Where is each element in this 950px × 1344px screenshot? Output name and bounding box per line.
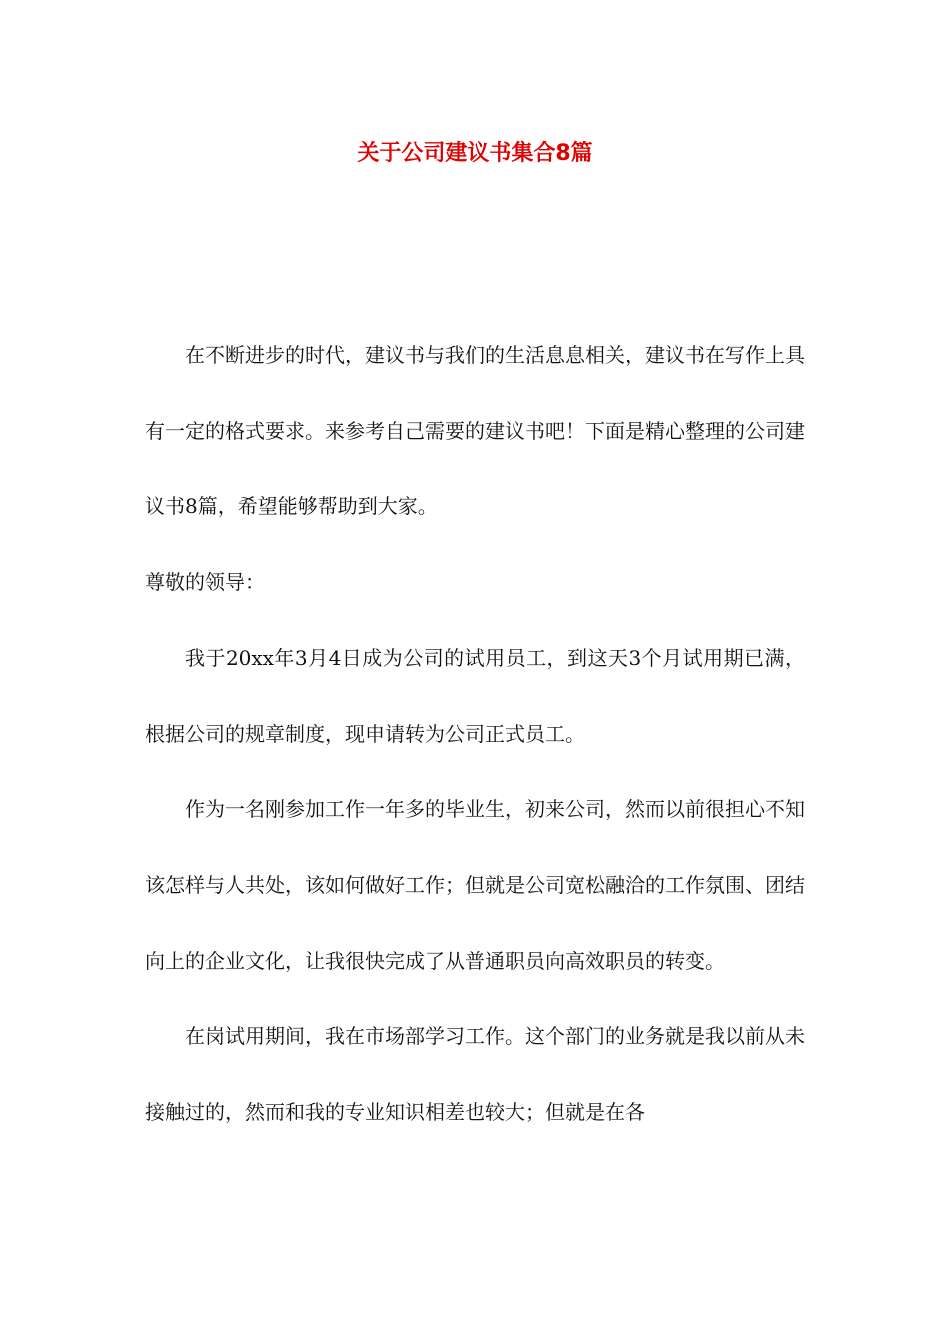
salutation: 尊敬的领导： <box>145 570 265 595</box>
document-body <box>145 318 805 1151</box>
body-paragraph: 作为一名刚参加工作一年多的毕业生，初来公司，然而以前很担心不知该怎样与人共处，该如何做好工作；但就是公司宽松融洽的工作氛围、团结向上的企业文化，让我很快完成了从普通职员向高效职员的转变。 <box>145 797 805 973</box>
intro-paragraph: 在不断进步的时代，建议书与我们的生活息息相关，建议书在写作上具有一定的格式要求。来参考自己需要的建议书吧！下面是精心整理的公司建议书8篇，希望能够帮助到大家。 <box>145 343 805 519</box>
body-paragraph: 我于20xx年3月4日成为公司的试用员工，到这天3个月试用期已满，根据公司的规章制度，现申请转为公司正式员工。 <box>145 645 805 746</box>
document-title: 关于公司建议书集合8篇 <box>357 141 593 166</box>
body-paragraph: 在岗试用期间，我在市场部学习工作。这个部门的业务就是我以前从未接触过的，然而和我的专业知识相差也较大；但就是在各 <box>145 1024 805 1125</box>
